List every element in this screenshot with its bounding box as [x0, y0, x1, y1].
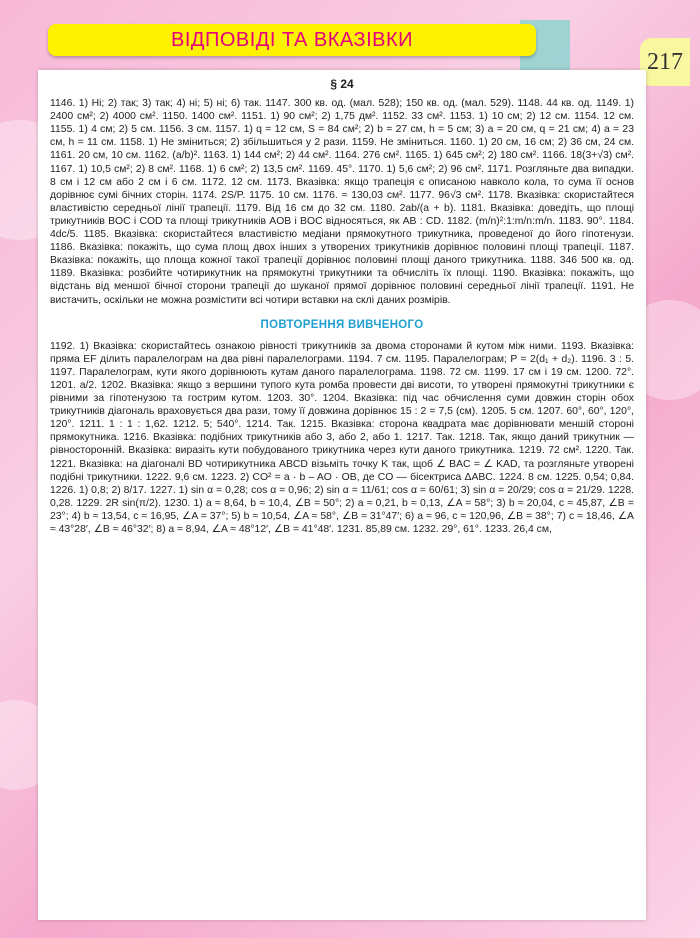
- header-title: ВІДПОВІДІ ТА ВКАЗІВКИ: [171, 28, 413, 51]
- page-number: 217: [647, 48, 683, 75]
- answers-block-2: [50, 340, 634, 536]
- section-title: § 24: [330, 77, 354, 91]
- subsection-title: ПОВТОРЕННЯ ВИВЧЕНОГО: [260, 318, 424, 331]
- header-banner: [48, 24, 536, 56]
- page-content: [50, 78, 634, 536]
- answers-block-1: [50, 97, 634, 307]
- answers-paragraph-2: 1192. 1) Вказівка: скористайтесь ознакою рівності трикутників за двома сторонами й кутом між ними. 1193. Вказівка: пряма EF ділить паралелограм на два рівні паралелограми. 1194. 7 см. 1195. Паралелограм; P = 2(d₁ + d₂). 1196. 3 : 5. 1197. Паралелограм, кути якого дорівнюють кутам даного паралелограма. 1198. 72 см. 1199. 17 см і 19 см. 1200. 72°. 1201. a/2. 1202. Вказівка: якщо з вершини тупого кута ромба провести дві висоти, то утворені прямокутні трикутники є рівними за гіпотенузою та гострим кутом. 1203. 30°. 1204. Вказівка: під час обчислення суми довжин сторін обох трикутників діагональ враховується два рази, тому її довжина дорівнює 15 : 2 = 7,5 (см). 1205. 5 см. 1207. 60°, 60°, 120°, 120°. 1211. 1 : 1 : 1,62. 1212. 5; 540°. 1214. Так. 1215. Вказівка: сторона квадрата має дорівнювати меншій стороні прямокутника. 1216. Вказівка: подібних трикутників або 3, або 2, або 1. 1217. Так. 1218. Так, якщо даний трикутник — рівносторонній. Вказівка: виразіть кути побудованого трикутника через кути даного трикутника. 1219. 72 см². 1220. Так. 1221. Вказівка: на діагоналі BD чотирикутника ABCD візьміть точку K так, щоб ∠ BAC = ∠ KAD, та розгляньте утворені подібні трикутники. 1222. 9,6 см. 1223. 2) CO² = a · b – AO · OB, де CO — бісектриса ΔABC. 1224. 8 см. 1225. 0,54; 0,84. 1226. 1) 0,8; 2) 8/17. 1227. 1) sin α = 0,28; cos α = 0,96; 2) sin α = 11/61; cos α = 60/61; 3) sin α = 20/29; cos α = 21/29. 1228. 0,28. 1229. 2R sin(π/2). 1230. 1) a ≈ 8,64, b ≈ 10,4, ∠B = 50°; 2) a ≈ 0,21, b ≈ 0,13, ∠A = 58°; 3) b ≈ 20,04, c ≈ 45,87, ∠B = 23°; 4) b ≈ 13,54, c ≈ 16,95, ∠A = 37°; 5) b ≈ 10,54, ∠A ≈ 58°, ∠B ≈ 31°47′; 6) a ≈ 96, c ≈ 120,96, ∠B = 38°; 7) c ≈ 18,46, ∠A ≈ 43°28′, ∠B ≈ 46°32′; 8) a ≈ 8,94, ∠A ≈ 48°12′, ∠B = 41°48′. 1231. 85,89 см. 1232. 29°, 61°. 1233. 26,4 см,: [50, 340, 634, 535]
- page-number-badge: [640, 38, 690, 86]
- answers-paragraph-1: 1146. 1) Ні; 2) так; 3) так; 4) ні; 5) ні; 6) так. 1147. 300 кв. од. (мал. 528); 150 кв. од. (мал. 529). 1148. 44 кв. од. 1149. 1) 2400 см²; 2) 4000 см². 1150. 1400 см². 1151. 1) 90 см²; 2) 1,75 дм². 1152. 33 см². 1153. 1) 10 см; 2) 12 см. 1154. 12 см. 1155. 1) 4 см; 2) 5 см. 1156. 3 см. 1157. 1) q = 12 см, S = 84 см²; 2) b = 27 см, h = 5 см; 3) a = 20 см, q = 21 см; 4) a = 23 см, h = 11 см. 1158. 1) Не зміниться; 2) збільшиться у 2 рази. 1159. Не зміниться. 1160. 1) 20 см, 16 см; 2) 36 см, 24 см. 1161. 20 см, 10 см. 1162. (a/b)². 1163. 1) 144 см²; 2) 44 см². 1164. 276 см². 1165. 1) 645 см²; 2) 180 см². 1166. 18(3+√3) см². 1167. 1) 10,5 см²; 2) 8 см². 1168. 1) 6 см²; 2) 13,5 см². 1169. 45°. 1170. 1) 5,6 см²; 2) 96 см². 1171. Розгляньте два випадки. 8 см і 12 см або 2 см і 6 см. 1172. 12 см. 1173. Вказівка: якщо трапеція є описаною навколо кола, то сума її основ дорівнює сумі бічних сторін. 1174. 2S/P. 1175. 10 см. 1176. ≈ 130,03 см². 1177. 96√3 см². 1178. Вказівка: скористайтеся властивістю середньої лінії трапеції. 1179. Від 16 см до 32 см. 1180. 2ab/(a + b). 1181. Вказівка: доведіть, що площі трикутників BOC і COD та площі трикутників AOB і BOC відносяться, як AB : CD. 1182. (m/n)²:1:m/n:m/n. 1183. 90°. 1184. 4dc/5. 1185. Вказівка: скористайтеся властивістю медіани прямокутного трикутника, проведеної до його гіпотенузи. 1186. Вказівка: покажіть, що сума площ двох інших з утворених трикутників дорівнює половині площі трапеції. 1187. Вказівка: покажіть, що площа кожної такої трапеції дорівнює половині площі даного трикутника. 1188. 346 500 кв. од. 1189. Вказівка: розбийте чотирикутник на прямокутні трикутники та обчисліть їх площі. 1190. Вказівка: покажіть, що відстань від меншої бічної сторони трапеції до шуканої прямої дорівнює половині середньої лінії трапеції. 1191. Не вистачить, оскільки не можна розмістити всі чотири вставки на склі даних розмірів.: [50, 98, 634, 306]
- page-sheet: [38, 70, 646, 920]
